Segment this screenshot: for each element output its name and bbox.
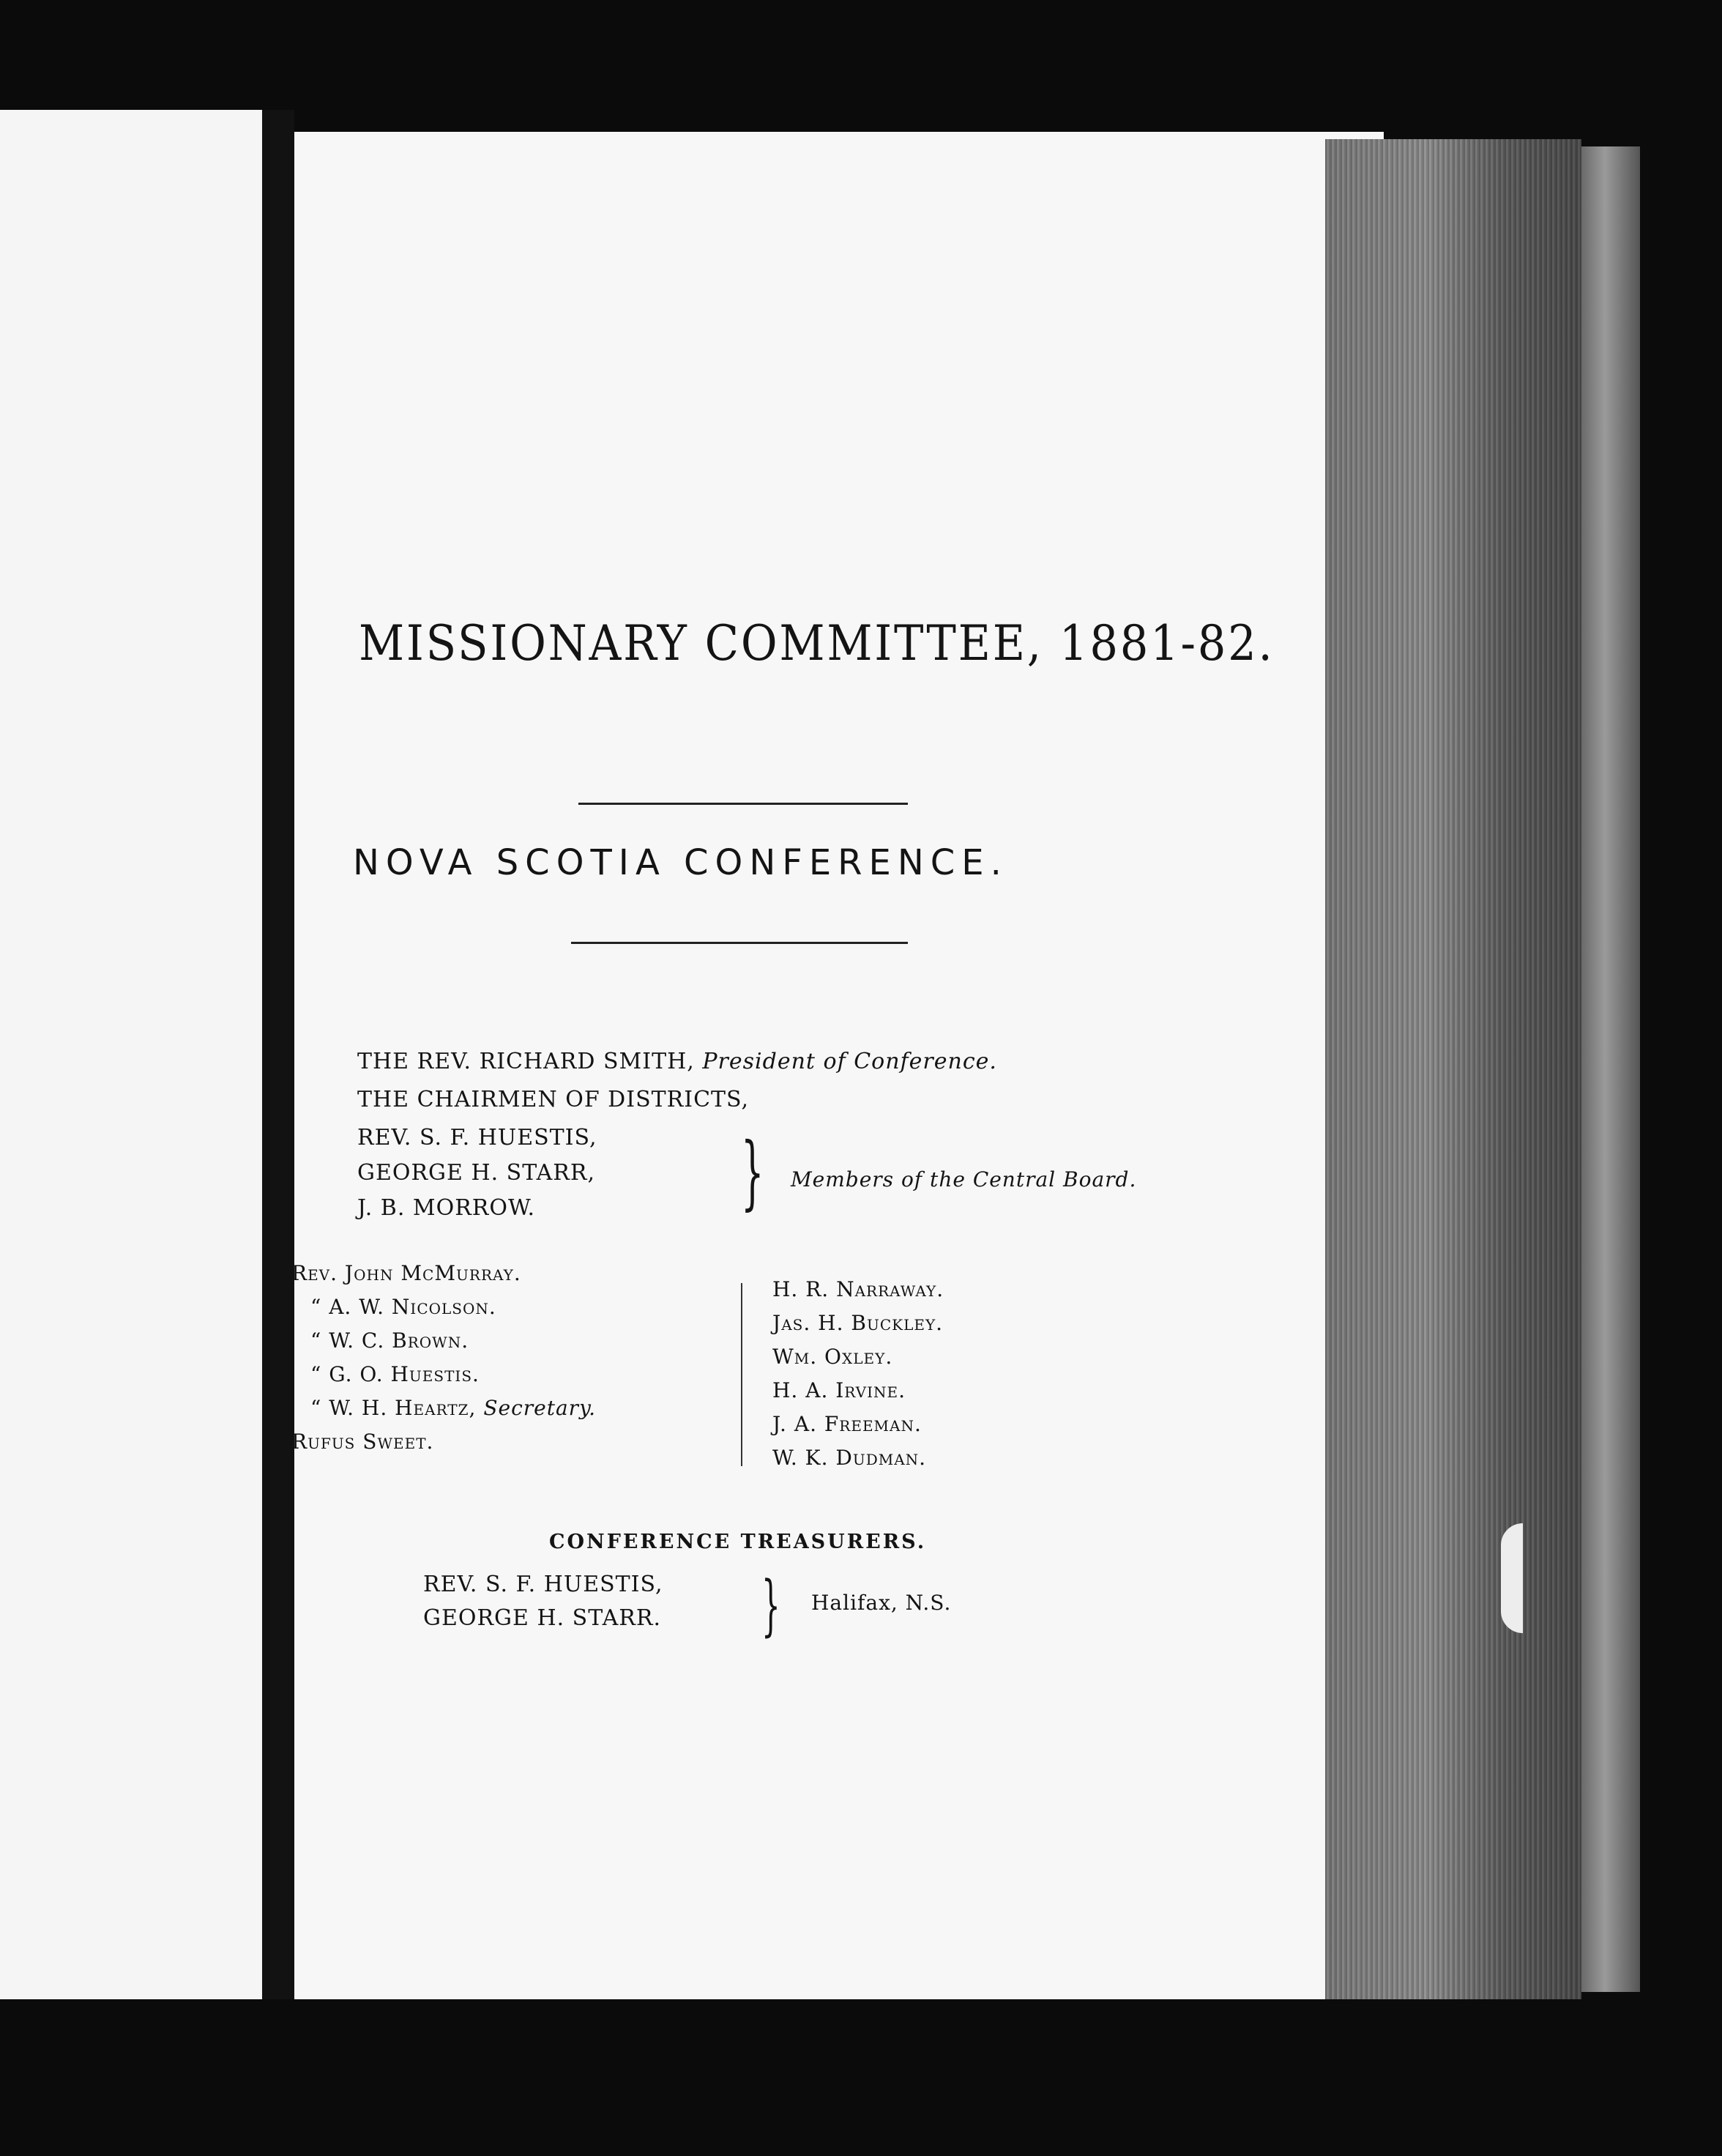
committee-member: Rufus Sweet. <box>291 1430 434 1454</box>
president-name: THE REV. RICHARD SMITH, <box>357 1049 695 1074</box>
treasurers-heading: CONFERENCE TREASURERS. <box>549 1531 927 1553</box>
committee-member: “ W. C. Brown. <box>310 1328 469 1353</box>
treasurer-brace: } <box>761 1567 780 1644</box>
board-member: J. B. MORROW. <box>357 1195 536 1221</box>
board-brace: } <box>741 1125 764 1219</box>
book-gutter <box>262 110 294 1999</box>
committee-member: J. A. Freeman. <box>772 1412 922 1436</box>
president-role: President of Conference. <box>702 1049 997 1074</box>
page-tab <box>1501 1523 1523 1633</box>
committee-member: Rev. John McMurray. <box>291 1261 521 1285</box>
treasurer-name: REV. S. F. HUESTIS, <box>423 1572 663 1597</box>
committee-member: H. A. Irvine. <box>772 1378 906 1402</box>
title-rule-bottom <box>571 942 908 944</box>
secretary-label: Secretary. <box>483 1396 597 1420</box>
committee-member: Jas. H. Buckley. <box>772 1311 944 1335</box>
committee-member: W. K. Dudman. <box>772 1446 927 1470</box>
committee-member-secretary <box>310 1396 596 1420</box>
committee-member: Wm. Oxley. <box>772 1345 893 1369</box>
chairmen-line: THE CHAIRMEN OF DISTRICTS, <box>357 1087 750 1112</box>
secretary-name: “ W. H. Heartz, <box>310 1396 477 1420</box>
committee-member: “ G. O. Huestis. <box>310 1362 480 1386</box>
conference-title: NOVA SCOTIA CONFERENCE. <box>353 842 1008 883</box>
committee-member: “ A. W. Nicolson. <box>310 1295 496 1319</box>
title-rule-top <box>578 803 908 805</box>
board-label-text: Members of the Central Board. <box>791 1167 1137 1192</box>
page-title: MISSIONARY COMMITTEE, 1881-82. <box>359 615 1275 672</box>
book-cover-edge <box>1581 146 1640 1992</box>
treasurer-location: Halifax, N.S. <box>811 1591 952 1615</box>
board-member: REV. S. F. HUESTIS, <box>357 1125 597 1151</box>
column-divider <box>741 1283 742 1466</box>
treasurer-name: GEORGE H. STARR. <box>423 1605 661 1631</box>
president-line <box>357 1049 997 1074</box>
page-fore-edge <box>1325 139 1581 1999</box>
committee-member: H. R. Narraway. <box>772 1277 944 1301</box>
board-label <box>791 1167 1136 1192</box>
board-member: GEORGE H. STARR, <box>357 1160 595 1186</box>
facing-left-page <box>0 110 262 1999</box>
